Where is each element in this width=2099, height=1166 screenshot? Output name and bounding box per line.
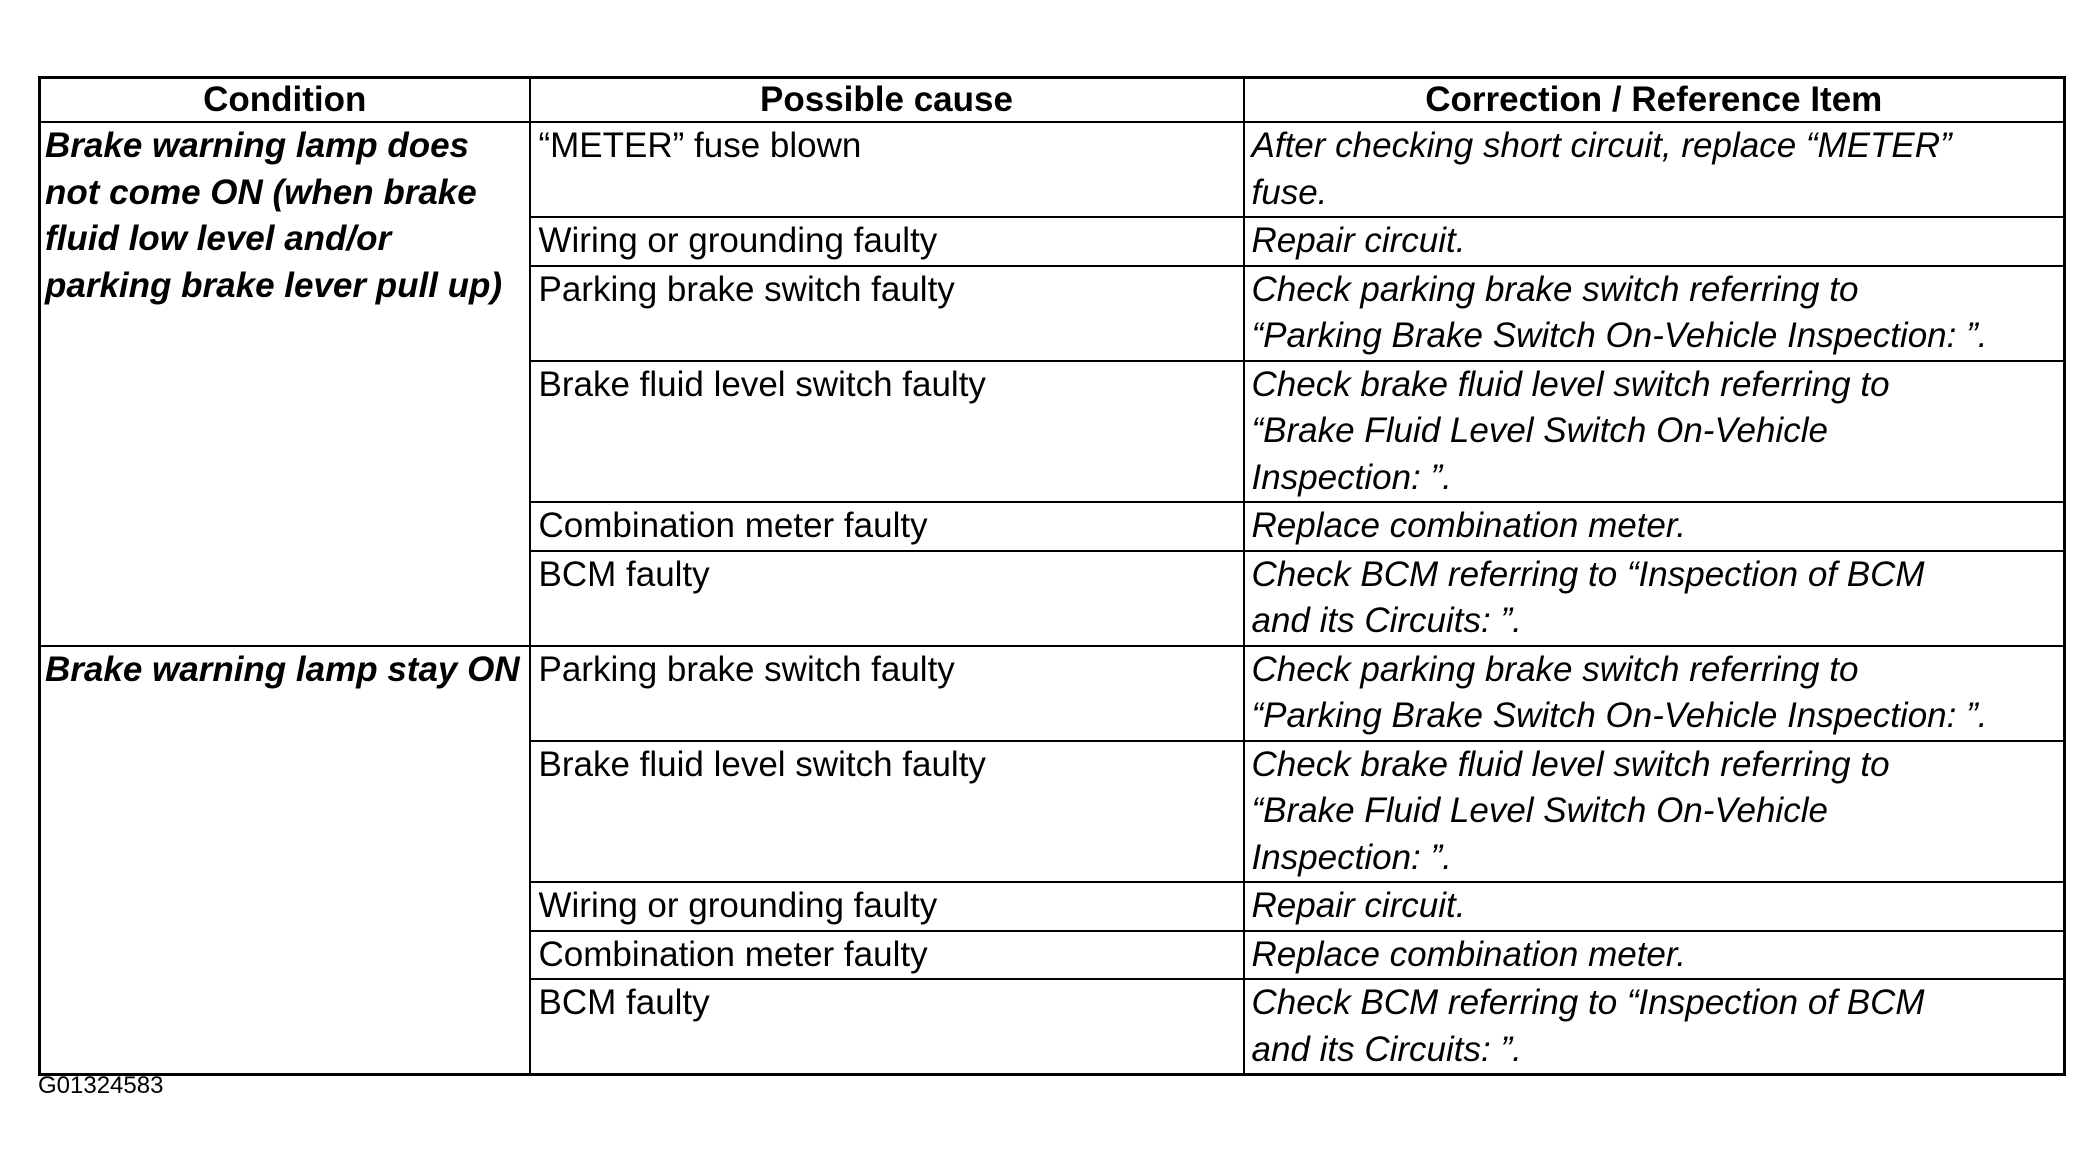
correction-line: Check BCM referring to “Inspection of BCM: [1251, 983, 1925, 1022]
troubleshooting-table: [38, 76, 2066, 1076]
table-row: [40, 122, 2065, 217]
correction-line: Check parking brake switch referring to: [1251, 649, 1859, 689]
correction-line: and its Circuits: ”.: [1251, 601, 1522, 640]
condition-cell: Brake warning lamp does not come ON (when brake fluid low level and/or parking brake lever pull up): [40, 122, 530, 646]
header-correction: Correction / Reference Item: [1244, 78, 2065, 123]
header-condition: Condition: [40, 78, 530, 123]
correction-line: and its Circuits: ”.: [1251, 1029, 1522, 1069]
correction-cell: [1244, 361, 2065, 503]
correction-line: “Brake Fluid Level Switch On-Vehicle: [1251, 791, 1828, 830]
possible-cause-cell: Parking brake switch faulty: [530, 266, 1244, 361]
table-header-row: [40, 78, 2065, 123]
correction-cell: [1244, 882, 2065, 931]
correction-cell: [1244, 122, 2065, 217]
correction-line: Check brake fluid level switch referring to: [1251, 744, 1890, 784]
possible-cause-cell: “METER” fuse blown: [530, 122, 1244, 217]
correction-line: Replace combination meter.: [1251, 934, 1686, 974]
correction-cell: [1244, 646, 2065, 741]
possible-cause-cell: Wiring or grounding faulty: [530, 882, 1244, 931]
troubleshooting-table-container: [38, 76, 2063, 1076]
table-row: [40, 646, 2065, 741]
possible-cause-cell: Parking brake switch faulty: [530, 646, 1244, 741]
possible-cause-cell: Combination meter faulty: [530, 931, 1244, 980]
correction-line: “Parking Brake Switch On-Vehicle Inspection: ”.: [1251, 316, 1988, 355]
correction-cell: [1244, 551, 2065, 646]
condition-cell: Brake warning lamp stay ON: [40, 646, 530, 1075]
correction-cell: [1244, 217, 2065, 266]
correction-line: Check parking brake switch referring to: [1251, 269, 1859, 309]
correction-line: Inspection: ”.: [1251, 457, 1452, 497]
possible-cause-cell: BCM faulty: [530, 551, 1244, 646]
header-possible-cause: Possible cause: [530, 78, 1244, 123]
correction-line: “Brake Fluid Level Switch On-Vehicle: [1251, 411, 1828, 450]
possible-cause-cell: Brake fluid level switch faulty: [530, 361, 1244, 503]
possible-cause-cell: Combination meter faulty: [530, 502, 1244, 551]
correction-cell: [1244, 266, 2065, 361]
possible-cause-cell: Brake fluid level switch faulty: [530, 741, 1244, 883]
correction-cell: [1244, 931, 2065, 980]
correction-cell: [1244, 979, 2065, 1075]
correction-line: Check brake fluid level switch referring to: [1251, 364, 1890, 404]
correction-cell: [1244, 741, 2065, 883]
correction-line: Check BCM referring to “Inspection of BCM: [1251, 554, 1925, 594]
correction-line: Repair circuit.: [1251, 886, 1466, 925]
figure-id-label: G01324583: [38, 1072, 164, 1099]
correction-line: Repair circuit.: [1251, 221, 1466, 260]
possible-cause-cell: Wiring or grounding faulty: [530, 217, 1244, 266]
correction-line: Inspection: ”.: [1251, 837, 1452, 877]
table-body: [40, 122, 2065, 1075]
correction-line: fuse.: [1251, 172, 1328, 212]
correction-line: After checking short circuit, replace “METER”: [1251, 126, 1952, 165]
correction-cell: [1244, 502, 2065, 551]
possible-cause-cell: BCM faulty: [530, 979, 1244, 1075]
correction-line: “Parking Brake Switch On-Vehicle Inspection: ”.: [1251, 696, 1988, 735]
correction-line: Replace combination meter.: [1251, 506, 1686, 545]
